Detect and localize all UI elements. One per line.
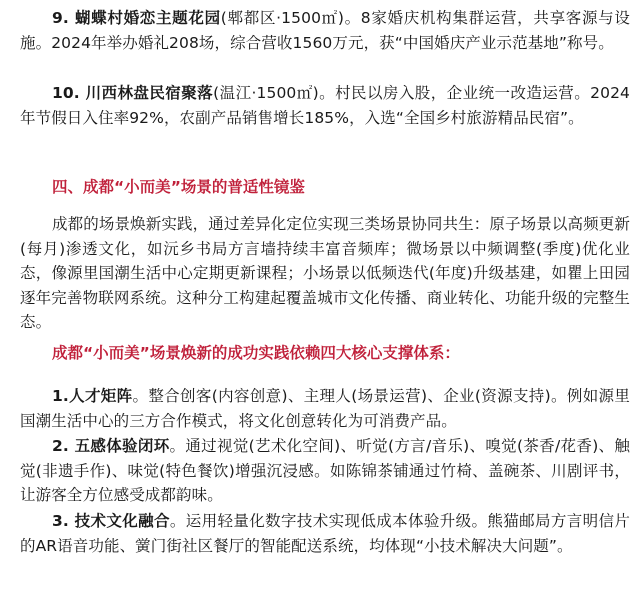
- item-10-paragraph: [20, 81, 630, 130]
- point-1-body: 。整合创客(内容创意)、主理人(场景运营)、企业(资源支持)。例如源里国潮生活中心的三方合作模式，将文化创意转化为可消费产品。: [20, 387, 630, 430]
- item-9-title: 9. 蝴蝶村婚恋主题花园: [52, 9, 221, 27]
- point-3-body: 。运用轻量化数字技术实现低成本体验升级。熊猫邮局方言明信片的AR语音功能、黉门街社区餐厅的智能配送系统，均体现“小技术解决大问题”。: [20, 512, 630, 555]
- item-9-paragraph: [20, 6, 630, 55]
- point-2-paragraph: [20, 434, 630, 508]
- intro-paragraph: 成都的场景焕新实践，通过差异化定位实现三类场景协同共生：原子场景以高频更新(每月)渗透文化，如沅乡书局方言墙持续丰富音频库；微场景以中频调整(季度)优化业态，像源里国潮生活中心定期更新课程；小场景以低频迭代(年度)升级基建，如瞿上田园逐年完善物联网系统。这种分工构建起覆盖城市文化传播、商业转化、功能升级的完整生态。: [20, 215, 630, 331]
- point-3-paragraph: [20, 509, 630, 558]
- point-3-title: 3. 技术文化融合: [52, 512, 170, 530]
- item-10-body: (温江·1500㎡)。村民以房入股，企业统一改造运营。2024年节假日入住率92%，农副产品销售增长185%，入选“全国乡村旅游精品民宿”。: [20, 84, 631, 127]
- point-1-title: 1.人才矩阵: [52, 387, 133, 405]
- item-10-title: 10. 川西林盘民宿聚落: [52, 84, 214, 102]
- item-9-body: (郫都区·1500㎡)。8家婚庆机构集群运营，共享客源与设施。2024年举办婚礼208场，综合营收1560万元，获“中国婚庆产业示范基地”称号。: [20, 9, 630, 52]
- point-1-paragraph: [20, 384, 630, 433]
- point-2-body: 。通过视觉(艺术化空间)、听觉(方言/音乐)、嗅觉(茶香/花香)、触觉(非遗手作)、味觉(特色餐饮)增强沉浸感。如陈锦茶铺通过竹椅、盖碗茶、川剧评书，让游客全方位感受成都韵味。: [20, 437, 630, 504]
- point-2-title: 2. 五感体验闭环: [52, 437, 170, 455]
- support-systems-heading: 成都“小而美”场景焕新的成功实践依赖四大核心支撑体系：: [52, 344, 460, 362]
- section-4-heading: 四、成都“小而美”场景的普适性镜鉴: [52, 178, 305, 196]
